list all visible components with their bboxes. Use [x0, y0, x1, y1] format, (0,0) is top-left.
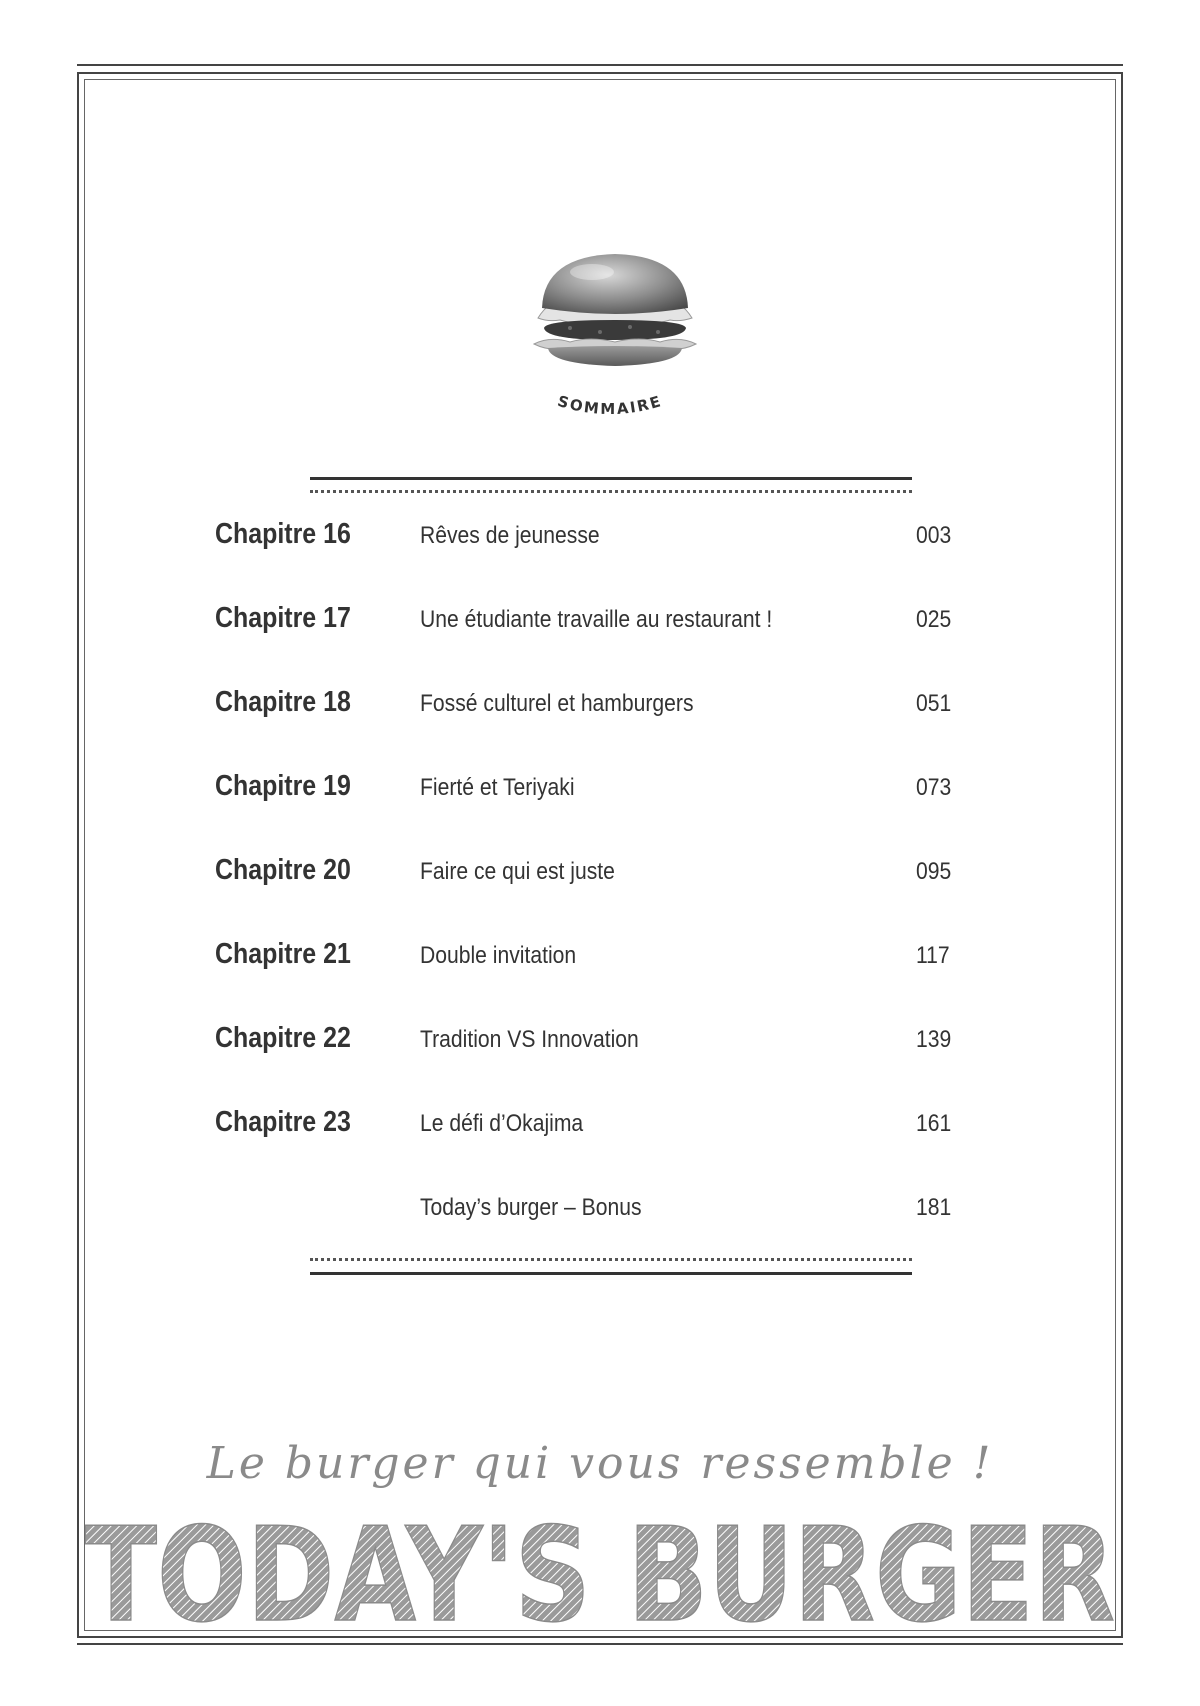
toc-chapter-number: Chapitre 23 [215, 1106, 351, 1138]
toc-bottom-solid-rule [310, 1272, 912, 1275]
toc-chapter-number: Chapitre 18 [215, 686, 351, 718]
toc-row[interactable] [0, 1022, 1200, 1062]
toc-page-number: 073 [916, 774, 952, 801]
toc-top-dotted-rule [310, 490, 912, 493]
toc-bottom-dotted-rule [310, 1258, 912, 1261]
tagline: Le burger qui vous ressemble ! [206, 1438, 994, 1489]
toc-top-solid-rule [310, 477, 912, 480]
top-rule [77, 64, 1123, 66]
toc-row[interactable] [0, 518, 1200, 558]
toc-chapter-title: Double invitation [420, 942, 577, 969]
toc-row[interactable] [0, 686, 1200, 726]
sommaire-heading [500, 360, 720, 440]
toc-chapter-number: Chapitre 16 [215, 518, 351, 550]
toc-chapter-title: Tradition VS Innovation [420, 1026, 639, 1053]
burger-icon [530, 248, 700, 378]
toc-row[interactable] [0, 1190, 1200, 1230]
toc-row[interactable] [0, 854, 1200, 894]
toc-page-number: 025 [916, 606, 952, 633]
toc-chapter-number: Chapitre 19 [215, 770, 351, 802]
svg-text:SOMMAIRE: SOMMAIRE [555, 391, 665, 419]
toc-page-number: 095 [916, 858, 952, 885]
brand-wordmark: TODAY'S BURGER [85, 1500, 1115, 1640]
toc-chapter-number: Chapitre 22 [215, 1022, 351, 1054]
toc-page-number: 003 [916, 522, 952, 549]
bottom-rule [77, 1643, 1123, 1645]
toc-chapter-title: Fierté et Teriyaki [420, 774, 575, 801]
toc-chapter-title: Fossé culturel et hamburgers [420, 690, 694, 717]
toc-row[interactable] [0, 602, 1200, 642]
toc-row[interactable] [0, 1106, 1200, 1146]
toc-page-number: 051 [916, 690, 952, 717]
toc-chapter-title: Faire ce qui est juste [420, 858, 615, 885]
toc-row[interactable] [0, 770, 1200, 810]
brand-logo [60, 1500, 1140, 1640]
toc-chapter-number: Chapitre 17 [215, 602, 351, 634]
toc-page-number: 117 [916, 942, 950, 969]
toc-chapter-title: Today’s burger – Bonus [420, 1194, 642, 1221]
toc-row[interactable] [0, 938, 1200, 978]
toc-chapter-number: Chapitre 21 [215, 938, 351, 970]
toc-chapter-title: Le défi d’Okajima [420, 1110, 584, 1137]
toc-page-number: 161 [916, 1110, 952, 1137]
toc-chapter-title: Rêves de jeunesse [420, 522, 600, 549]
toc-chapter-number: Chapitre 20 [215, 854, 351, 886]
toc-page-number: 181 [916, 1194, 952, 1221]
toc-chapter-title: Une étudiante travaille au restaurant ! [420, 606, 773, 633]
toc-page-number: 139 [916, 1026, 952, 1053]
